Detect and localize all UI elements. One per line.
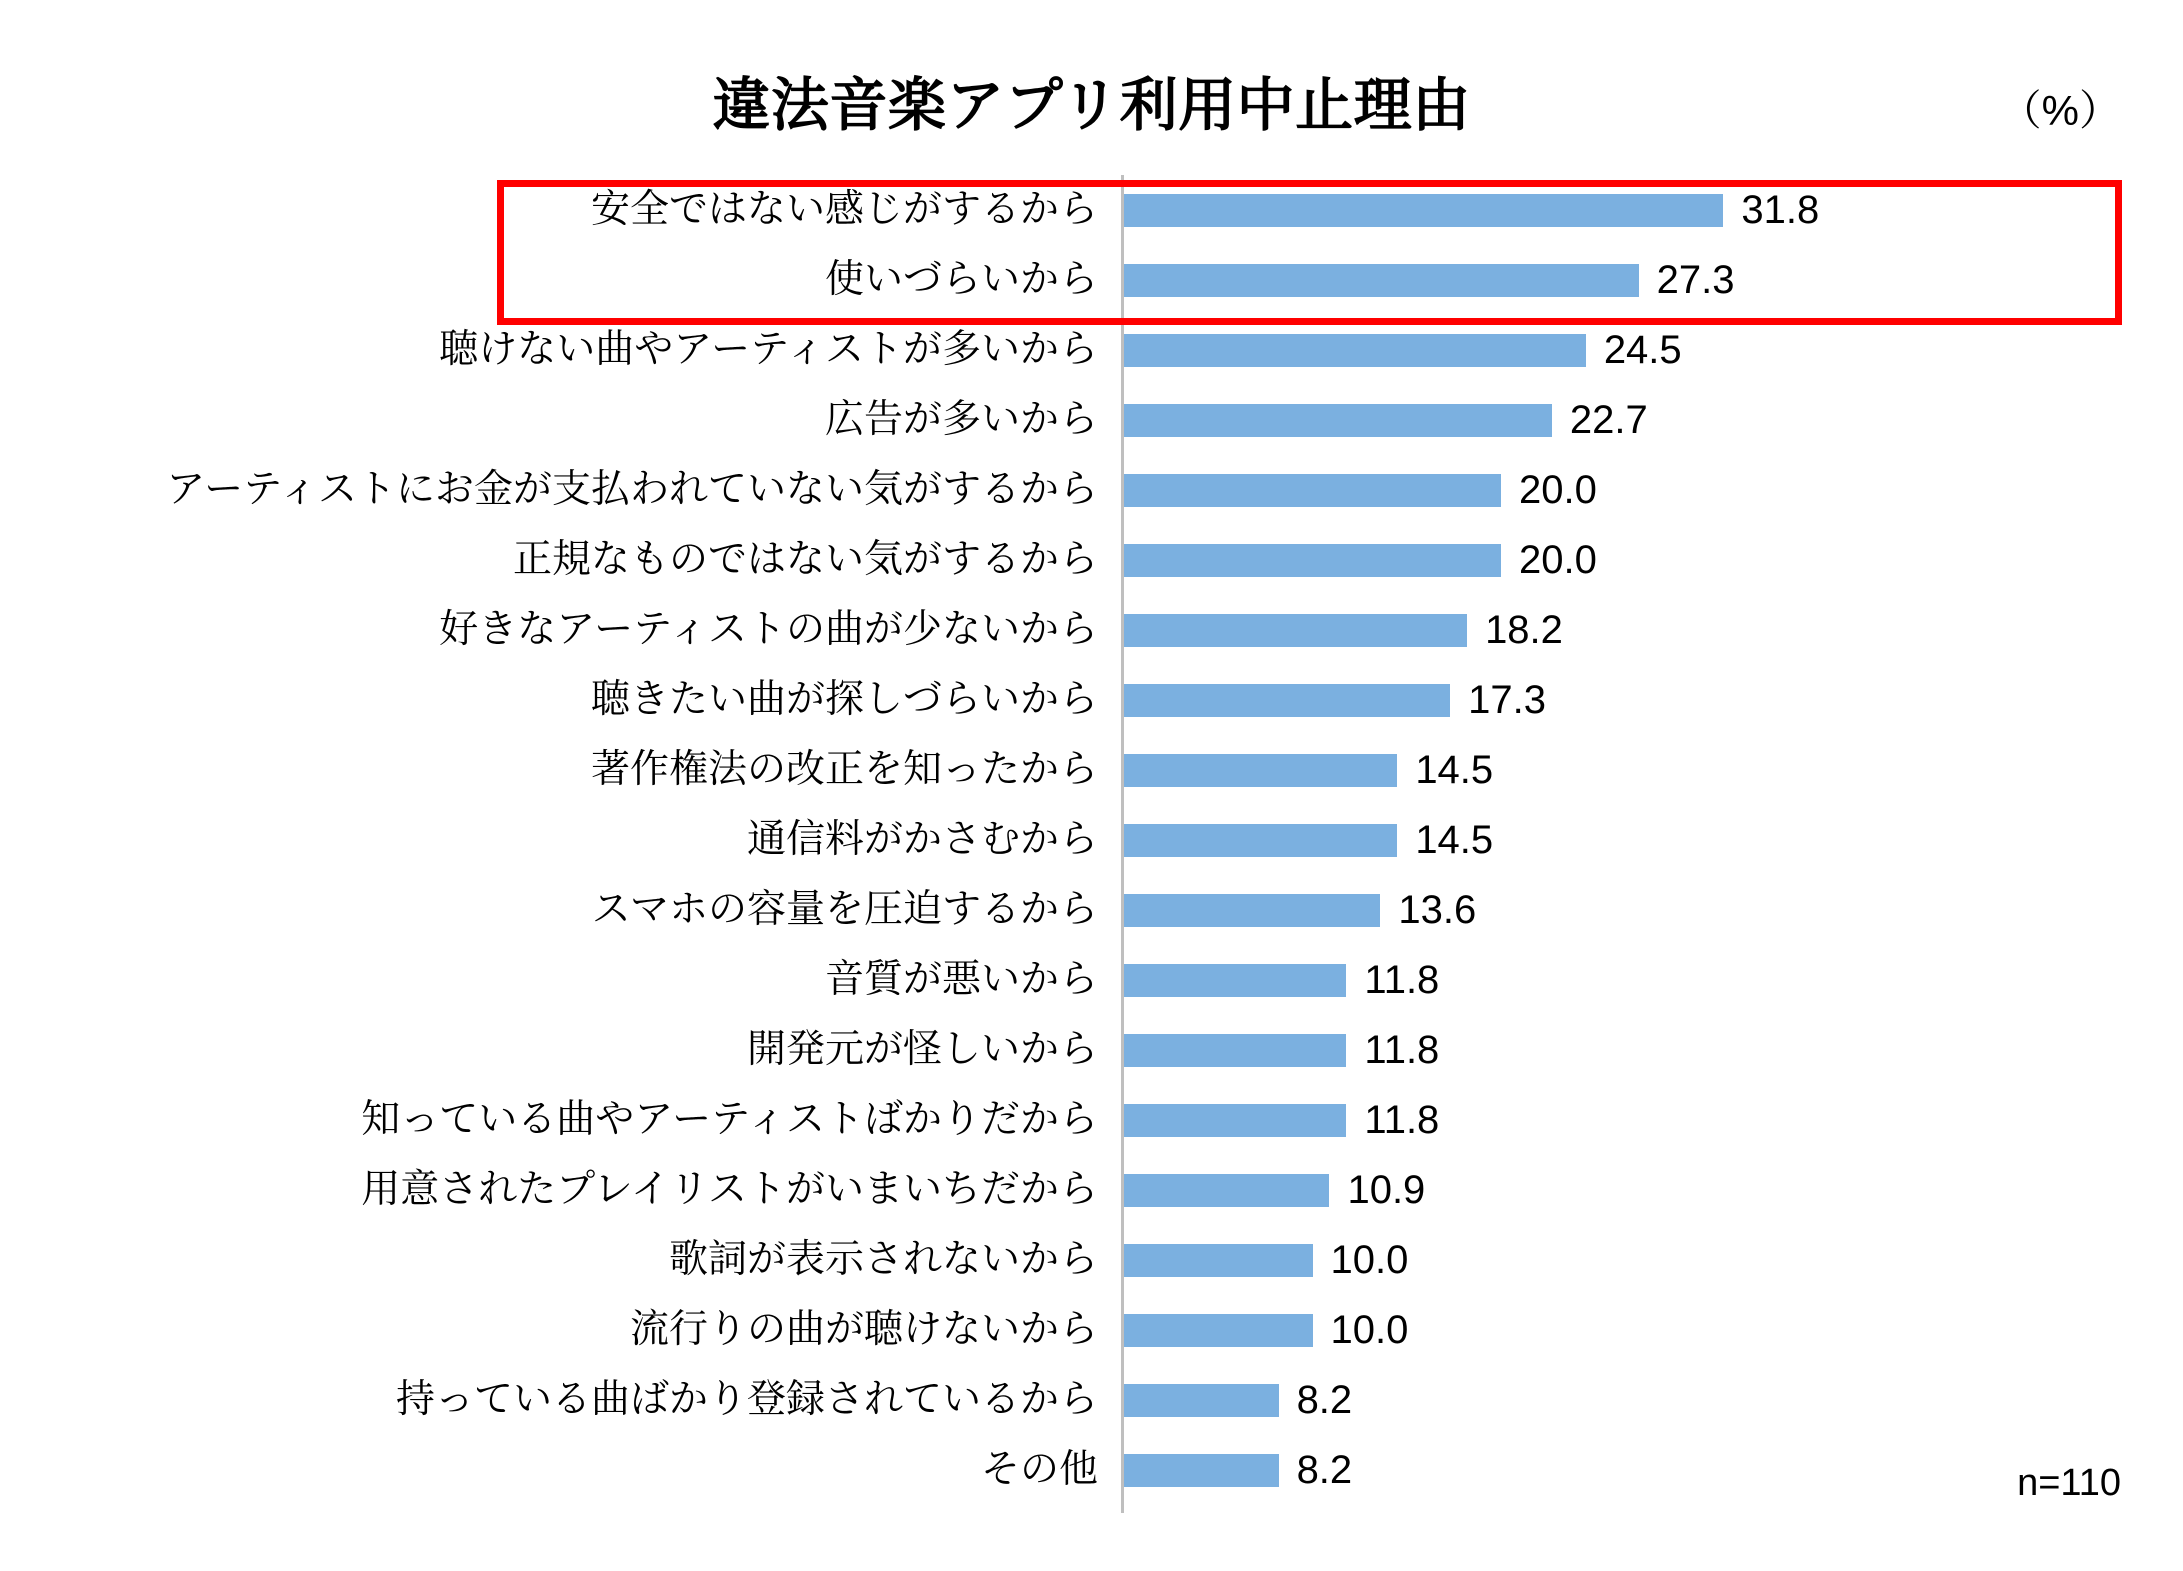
- category-label: 広告が多いから: [824, 398, 1098, 441]
- bar-row: [0, 1435, 2183, 1505]
- category-label: 使いづらいから: [824, 258, 1098, 301]
- category-label: 正規なものではない気がするから: [512, 538, 1098, 581]
- bar-value-label: 11.8: [1364, 958, 1440, 1002]
- category-label: アーティストにお金が支払われていない気がするから: [166, 468, 1098, 511]
- bar-row: [0, 595, 2183, 665]
- bar-row: [0, 735, 2183, 805]
- bar-row: [0, 1155, 2183, 1225]
- category-label: 著作権法の改正を知ったから: [590, 748, 1098, 791]
- unit-label: （%）: [1999, 87, 2121, 134]
- bar: [1124, 1034, 1346, 1067]
- bar-row: [0, 315, 2183, 385]
- bar: [1124, 474, 1501, 507]
- category-label: 開発元が怪しいから: [746, 1028, 1098, 1071]
- bar: [1124, 1244, 1313, 1277]
- plot-area: [0, 175, 2183, 1525]
- bar: [1124, 1174, 1329, 1207]
- category-label: その他: [980, 1448, 1098, 1491]
- bar: [1124, 1384, 1279, 1417]
- bar-value-label: 20.0: [1519, 468, 1597, 512]
- bar-value-label: 10.9: [1347, 1168, 1426, 1212]
- category-label: 安全ではない感じがするから: [590, 188, 1098, 231]
- bar-value-label: 8.2: [1296, 1378, 1353, 1422]
- category-label: 流行りの曲が聴けないから: [629, 1308, 1098, 1351]
- bar-value-label: 18.2: [1485, 608, 1563, 652]
- bar-value-label: 8.2: [1296, 1448, 1353, 1492]
- bar: [1124, 1314, 1313, 1347]
- bar-row: [0, 805, 2183, 875]
- bar-value-label: 14.5: [1415, 818, 1494, 862]
- bar-value-label: 17.3: [1468, 678, 1546, 722]
- category-label: 聴きたい曲が探しづらいから: [590, 678, 1098, 721]
- bar: [1124, 194, 1723, 227]
- category-label: 音質が悪いから: [824, 958, 1098, 1001]
- bar: [1124, 334, 1586, 367]
- bar: [1124, 894, 1380, 927]
- bar-row: [0, 665, 2183, 735]
- bar: [1124, 614, 1467, 647]
- bar: [1124, 264, 1639, 297]
- bar-row: [0, 245, 2183, 315]
- bar: [1124, 964, 1346, 997]
- bar-row: [0, 175, 2183, 245]
- bar-value-label: 22.7: [1569, 398, 1648, 442]
- bar-value-label: 10.0: [1330, 1308, 1409, 1352]
- category-label: 歌詞が表示されないから: [668, 1238, 1098, 1281]
- bar-value-label: 13.6: [1398, 888, 1477, 932]
- bar-value-label: 24.5: [1603, 328, 1682, 372]
- bar-value-label: 10.0: [1330, 1238, 1409, 1282]
- category-label: 通信料がかさむから: [746, 818, 1098, 861]
- bar-row: [0, 385, 2183, 455]
- category-label: 聴けない曲やアーティストが多いから: [439, 328, 1098, 371]
- category-label: 知っている曲やアーティストばかりだから: [361, 1098, 1098, 1141]
- bar-row: [0, 875, 2183, 945]
- bar: [1124, 684, 1450, 717]
- bar: [1124, 1104, 1346, 1137]
- bar: [1124, 544, 1501, 577]
- bar-value-label: 31.8: [1741, 188, 1820, 232]
- bar-value-label: 27.3: [1656, 258, 1735, 302]
- bar-row: [0, 455, 2183, 525]
- bar: [1124, 754, 1397, 787]
- bar-row: [0, 1365, 2183, 1435]
- bar: [1124, 824, 1397, 857]
- category-label: 用意されたプレイリストがいまいちだから: [361, 1168, 1098, 1211]
- bar-row: [0, 945, 2183, 1015]
- bar-row: [0, 1225, 2183, 1295]
- bar-value-label: 11.8: [1364, 1098, 1440, 1142]
- bar: [1124, 404, 1552, 437]
- bar-row: [0, 1295, 2183, 1365]
- bar-row: [0, 1015, 2183, 1085]
- bar-value-label: 14.5: [1415, 748, 1494, 792]
- category-label: スマホの容量を圧迫するから: [591, 888, 1098, 931]
- bar-row: [0, 525, 2183, 595]
- category-label: 好きなアーティストの曲が少ないから: [439, 608, 1098, 651]
- chart-title: 違法音楽アプリ利用中止理由: [712, 73, 1471, 138]
- sample-size-label: n=110: [2017, 1462, 2121, 1504]
- category-label: 持っている曲ばかり登録されているから: [395, 1378, 1098, 1421]
- bar: [1124, 1454, 1279, 1487]
- bar-value-label: 11.8: [1364, 1028, 1440, 1072]
- bar-row: [0, 1085, 2183, 1155]
- bar-value-label: 20.0: [1519, 538, 1597, 582]
